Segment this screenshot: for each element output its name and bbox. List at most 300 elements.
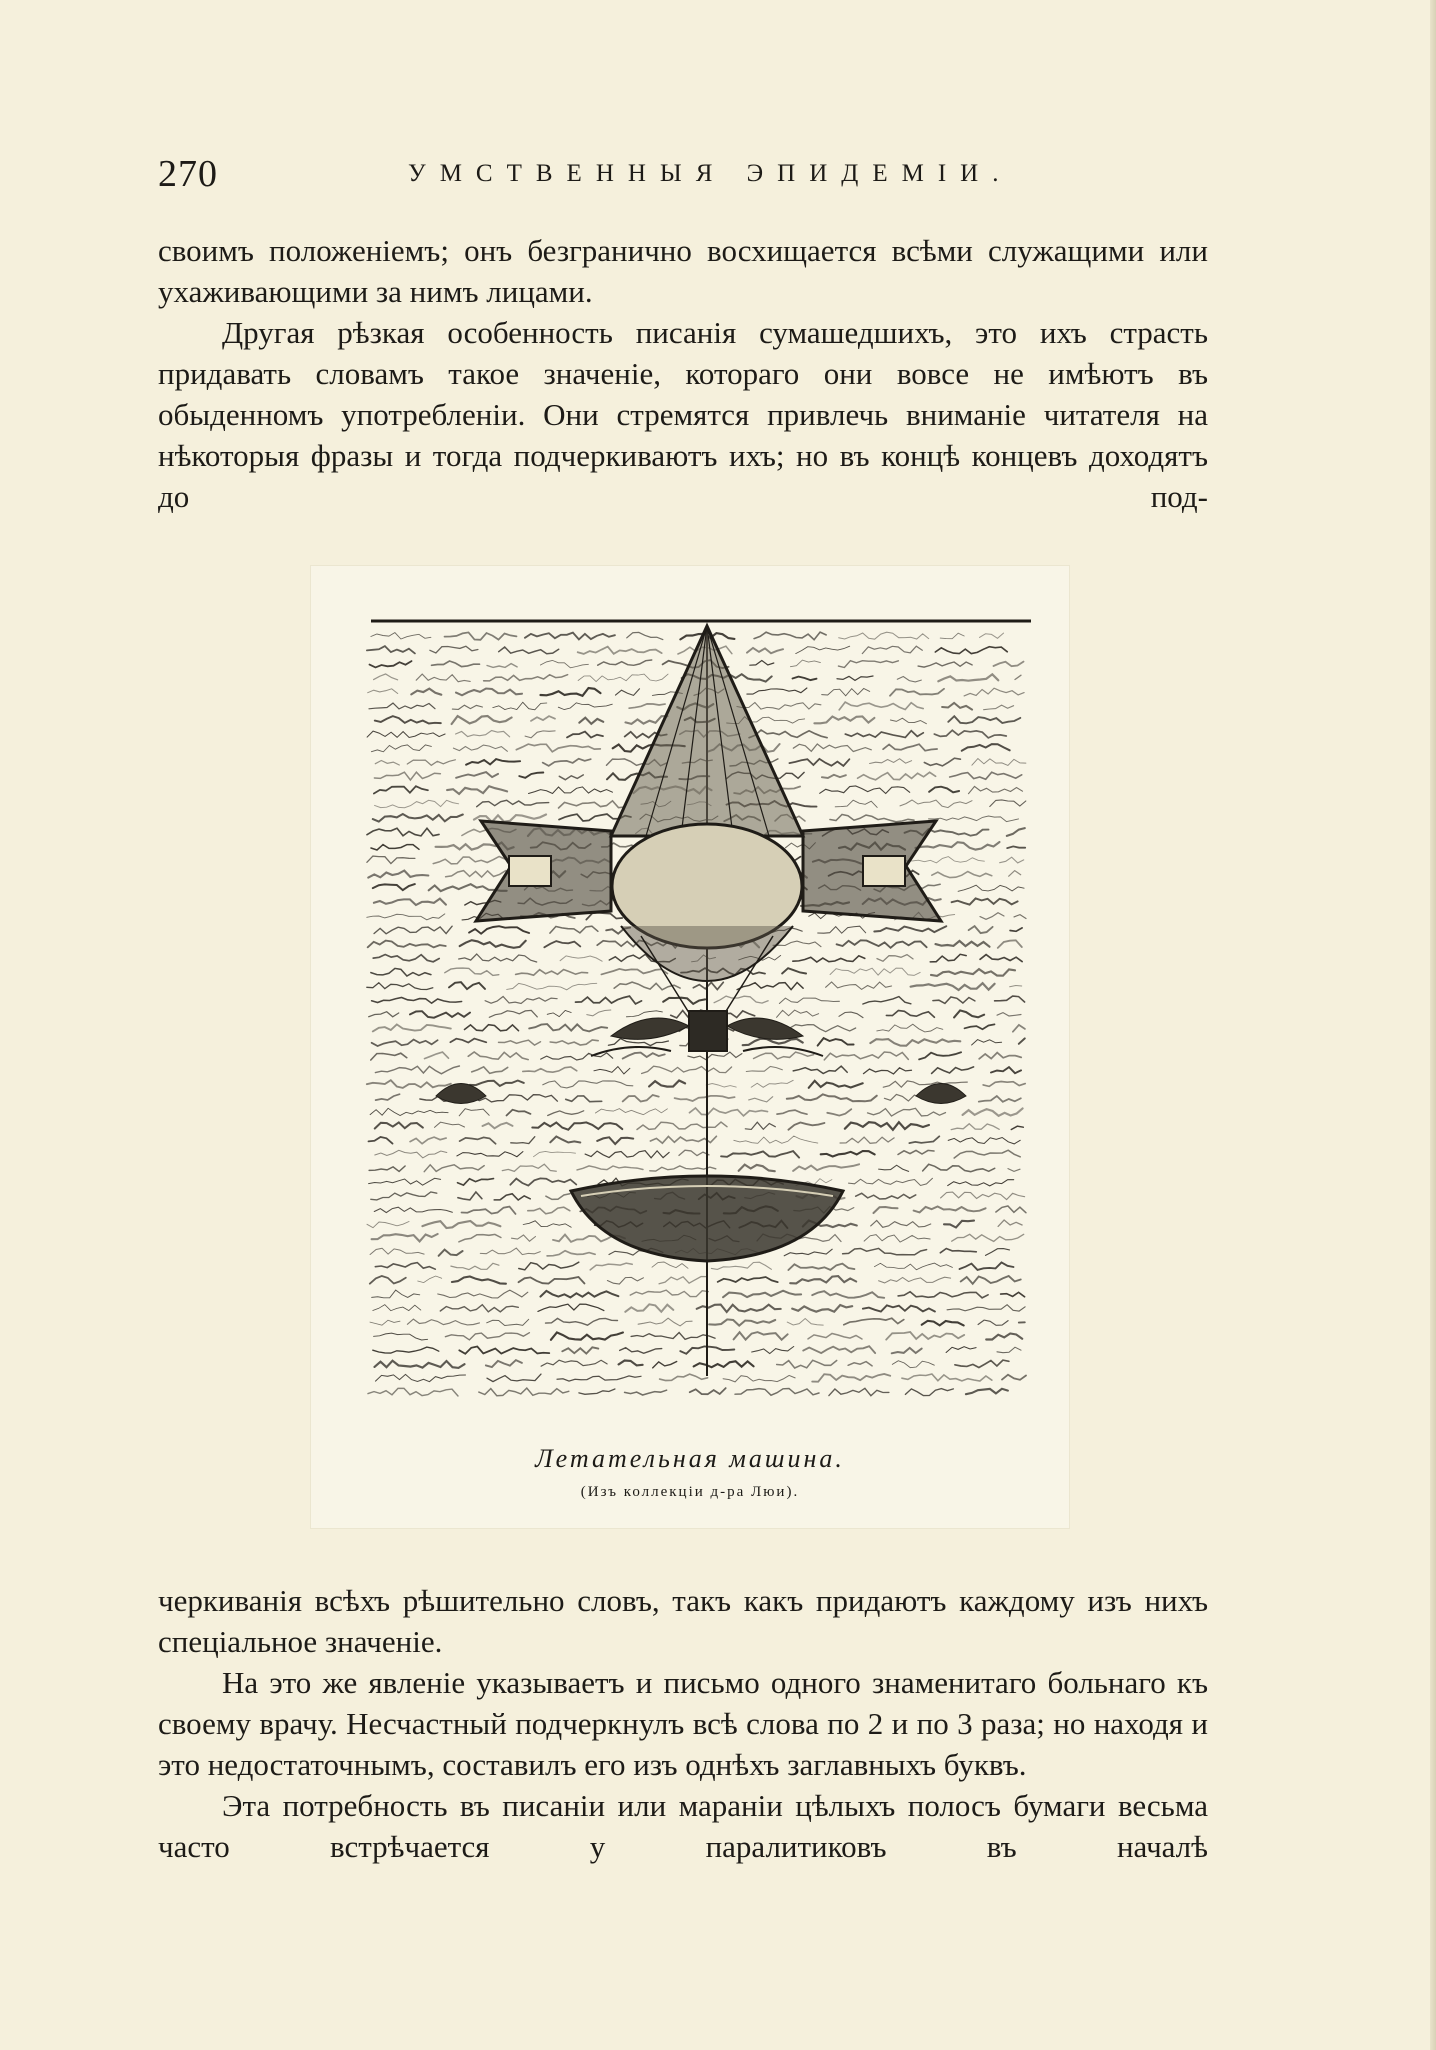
- handwriting-scribble: [737, 703, 821, 710]
- handwriting-scribble: [777, 1010, 819, 1017]
- handwriting-scribble: [822, 689, 870, 696]
- handwriting-scribble: [979, 1096, 1021, 1102]
- handwriting-scribble: [519, 1262, 579, 1270]
- figure-source: (Изъ коллекціи д-ра Люи).: [580, 1484, 800, 1500]
- handwriting-scribble: [625, 1304, 673, 1312]
- handwriting-scribble: [932, 1067, 974, 1074]
- handwriting-scribble: [483, 1123, 513, 1129]
- handwriting-scribble: [818, 926, 866, 933]
- handwriting-scribble: [890, 718, 926, 724]
- handwriting-scribble: [374, 926, 452, 934]
- handwriting-scribble: [962, 744, 1010, 751]
- handwriting-scribble: [820, 786, 910, 794]
- handwriting-scribble: [487, 1374, 541, 1382]
- handwriting-scribble: [829, 1388, 889, 1395]
- handwriting-scribble: [944, 1221, 974, 1228]
- handwriting-scribble: [803, 1346, 875, 1353]
- handwriting-scribble: [468, 1052, 528, 1060]
- handwriting-scribble: [914, 1207, 986, 1213]
- handwriting-scribble: [367, 828, 439, 836]
- handwriting-scribble: [694, 1361, 754, 1367]
- handwriting-scribble: [375, 800, 459, 807]
- handwriting-scribble: [566, 1096, 602, 1102]
- handwriting-scribble: [499, 647, 559, 654]
- handwriting-scribble: [557, 1376, 641, 1381]
- handwriting-scribble: [373, 955, 439, 962]
- handwriting-scribble: [507, 1110, 531, 1116]
- handwriting-scribble: [410, 1011, 470, 1018]
- handwriting-scribble: [1011, 1126, 1023, 1129]
- handwriting-scribble: [489, 1010, 537, 1017]
- handwriting-scribble: [790, 660, 820, 667]
- handwriting-scribble: [623, 1095, 659, 1102]
- handwriting-scribble: [550, 926, 598, 933]
- handwriting-scribble: [997, 1013, 1021, 1016]
- handwriting-scribble: [883, 744, 937, 751]
- handwriting-scribble: [447, 786, 507, 794]
- handwriting-scribble: [747, 648, 783, 653]
- handwriting-scribble: [1010, 986, 1022, 987]
- page-number: 270: [158, 153, 218, 195]
- handwriting-scribble: [369, 703, 435, 709]
- handwriting-scribble: [458, 1179, 494, 1186]
- handwriting-scribble: [980, 955, 1022, 962]
- handwriting-scribble: [660, 1374, 708, 1380]
- handwriting-scribble: [451, 1263, 499, 1269]
- handwriting-scribble: [826, 982, 892, 989]
- handwriting-scribble: [371, 745, 431, 752]
- handwriting-scribble: [597, 1137, 633, 1144]
- handwriting-scribble: [940, 1249, 976, 1253]
- handwriting-scribble: [540, 1291, 618, 1298]
- handwriting-scribble: [986, 1334, 1022, 1340]
- handwriting-scribble: [965, 1024, 995, 1029]
- handwriting-scribble: [487, 1319, 529, 1325]
- handwriting-scribble: [374, 772, 440, 780]
- handwriting-scribble: [844, 1318, 904, 1325]
- handwriting-scribble: [445, 1333, 529, 1340]
- handwriting-scribble: [1009, 871, 1021, 877]
- paragraph: На это же явленіе указываетъ и письмо одного знаменитаго больнаго къ своему врачу. Несчастный подчеркнулъ всѣ слова по 2 и по 3 раза; но находя и это недостаточнымъ, составилъ его изъ однѣхъ заглавныхъ буквъ.: [158, 1665, 1208, 1782]
- handwriting-scribble: [372, 1234, 438, 1241]
- handwriting-scribble: [516, 970, 588, 976]
- handwriting-scribble: [877, 1024, 943, 1032]
- handwriting-scribble: [485, 997, 557, 1004]
- handwriting-scribble: [558, 703, 612, 710]
- handwriting-scribble: [418, 1276, 442, 1283]
- handwriting-scribble: [546, 1318, 618, 1325]
- handwriting-scribble: [948, 1180, 1014, 1186]
- handwriting-scribble: [532, 1122, 622, 1129]
- handwriting-scribble: [422, 1221, 500, 1228]
- handwriting-scribble: [529, 1024, 607, 1031]
- handwriting-scribble: [371, 633, 431, 639]
- handwriting-scribble: [369, 1012, 399, 1017]
- handwriting-scribble: [587, 1010, 611, 1016]
- handwriting-scribble: [750, 661, 774, 666]
- handwriting-scribble: [373, 1024, 451, 1031]
- handwriting-scribble: [523, 1067, 577, 1072]
- handwriting-scribble: [788, 1123, 824, 1130]
- handwriting-scribble: [948, 716, 1020, 723]
- handwriting-scribble: [470, 1081, 524, 1086]
- handwriting-scribble: [590, 1263, 632, 1270]
- page-header: [158, 152, 1208, 202]
- handwriting-scribble: [787, 1319, 823, 1326]
- handwriting-scribble: [541, 1053, 613, 1060]
- handwriting-scribble: [456, 689, 522, 696]
- handwriting-scribble: [930, 954, 966, 962]
- handwriting-scribble: [923, 1164, 995, 1171]
- handwriting-scribble: [576, 996, 642, 1004]
- paragraph: своимъ положеніемъ; онъ безгранично восхищается всѣми служащими или ухаживающими за нимъ лицами.: [158, 233, 1208, 309]
- running-title: УМСТВЕННЫЯ ЭПИДЕМІИ.: [408, 160, 1013, 187]
- handwriting-scribble: [864, 1235, 930, 1242]
- handwriting-scribble: [858, 772, 936, 780]
- handwriting-scribble: [821, 1151, 875, 1157]
- handwriting-scribble: [1014, 915, 1026, 919]
- handwriting-scribble: [486, 1360, 522, 1367]
- handwriting-scribble: [368, 871, 428, 878]
- handwriting-scribble: [372, 1040, 438, 1047]
- handwriting-scribble: [367, 646, 415, 653]
- handwriting-scribble: [551, 1332, 623, 1339]
- handwriting-scribble: [796, 646, 850, 653]
- handwriting-scribble: [952, 898, 1018, 904]
- handwriting-scribble: [598, 660, 652, 665]
- handwriting-scribble: [812, 1291, 884, 1298]
- handwriting-scribble: [793, 744, 871, 752]
- handwriting-scribble: [979, 1053, 1021, 1059]
- handwriting-scribble: [830, 815, 914, 822]
- handwriting-scribble: [445, 968, 499, 975]
- handwriting-scribble: [642, 1066, 732, 1073]
- handwriting-scribble: [924, 758, 960, 766]
- handwriting-scribble: [868, 1108, 946, 1116]
- handwriting-scribble: [948, 1138, 1020, 1144]
- paragraph: Эта потребность въ писаніи или мараніи цѣлыхъ полосъ бумаги весьма часто встрѣчается у паралитиковъ въ началѣ: [158, 1788, 1208, 1864]
- handwriting-scribble: [435, 1122, 465, 1127]
- handwriting-scribble: [630, 1290, 708, 1297]
- handwriting-scribble: [372, 1290, 420, 1298]
- handwriting-scribble: [472, 1067, 508, 1074]
- handwriting-scribble: [371, 968, 431, 976]
- handwriting-scribble: [827, 1109, 851, 1115]
- handwriting-scribble: [752, 1347, 794, 1354]
- handwriting-scribble: [534, 1151, 576, 1156]
- handwriting-scribble: [793, 1164, 859, 1171]
- handwriting-scribble: [900, 800, 972, 808]
- handwriting-scribble: [721, 1151, 799, 1158]
- handwriting-scribble: [711, 1262, 771, 1269]
- handwriting-scribble: [550, 1040, 598, 1045]
- handwriting-scribble: [963, 1108, 1023, 1115]
- handwriting-scribble: [375, 716, 441, 723]
- handwriting-scribble: [706, 1084, 736, 1088]
- handwriting-scribble: [663, 998, 705, 1004]
- handwriting-scribble: [839, 1012, 863, 1018]
- figure-flying-machine: [310, 565, 1070, 1529]
- handwriting-scribble: [818, 1038, 854, 1046]
- handwriting-scribble: [1000, 857, 1024, 863]
- handwriting-scribble: [911, 983, 995, 990]
- handwriting-scribble: [874, 1263, 952, 1270]
- handwriting-scribble: [718, 1277, 778, 1282]
- handwriting-scribble: [792, 1305, 852, 1312]
- handwriting-scribble: [375, 1263, 435, 1270]
- handwriting-scribble: [918, 662, 972, 667]
- handwriting-scribble: [525, 731, 555, 738]
- handwriting-scribble: [933, 997, 975, 1003]
- handwriting-scribble: [578, 647, 662, 654]
- handwriting-scribble: [995, 996, 1025, 1002]
- paragraph: Другая рѣзкая особенность писанія сумашедшихъ, это ихъ страсть придавать словамъ такое значеніе, котораго они вовсе не имѣютъ въ обыденномъ употребленіи. Они стремятся привлечь вниманіе читателя на нѣкоторыя фразы и тогда подчеркиваютъ ихъ; но въ концѣ концевъ доходятъ до под-: [158, 315, 1208, 514]
- handwriting-scribble: [986, 1249, 1010, 1256]
- handwriting-scribble: [510, 1178, 576, 1185]
- handwriting-scribble: [737, 983, 803, 990]
- handwriting-scribble: [998, 940, 1022, 948]
- handwriting-scribble: [1010, 928, 1022, 931]
- handwriting-scribble: [1013, 1025, 1025, 1032]
- handwriting-scribble: [439, 1250, 463, 1256]
- handwriting-scribble: [375, 1066, 459, 1074]
- figure-caption: Летательная машина.: [535, 1444, 845, 1473]
- handwriting-scribble: [870, 759, 912, 764]
- handwriting-scribble: [631, 1333, 715, 1340]
- handwriting-scribble: [452, 1277, 506, 1284]
- handwriting-scribble: [432, 661, 480, 667]
- handwriting-scribble: [954, 1150, 1020, 1158]
- handwriting-scribble: [456, 772, 498, 778]
- handwriting-scribble: [754, 632, 826, 640]
- handwriting-scribble: [839, 702, 923, 710]
- handwriting-scribble: [958, 885, 1024, 891]
- handwriting-scribble: [898, 1292, 988, 1298]
- handwriting-scribble: [562, 1347, 598, 1353]
- handwriting-scribble: [788, 1264, 854, 1270]
- handwriting-scribble: [790, 1276, 856, 1283]
- handwriting-scribble: [479, 1388, 569, 1396]
- handwriting-scribble: [659, 1277, 707, 1284]
- handwriting-scribble: [512, 1235, 536, 1241]
- handwriting-scribble: [595, 1109, 667, 1115]
- handwriting-scribble: [784, 1249, 832, 1256]
- handwriting-scribble: [938, 674, 998, 681]
- handwriting-scribble: [1007, 846, 1025, 848]
- handwriting-scribble: [550, 1137, 580, 1143]
- handwriting-scribble: [782, 968, 806, 973]
- handwriting-scribble: [653, 1362, 677, 1368]
- handwriting-scribble: [980, 633, 1004, 638]
- handwriting-scribble: [835, 800, 877, 807]
- handwriting-scribble: [601, 969, 667, 975]
- handwriting-scribble: [370, 1108, 448, 1115]
- handwriting-scribble: [745, 1122, 775, 1129]
- handwriting-scribble: [879, 1277, 951, 1283]
- body-text-bottom: [158, 1580, 1208, 1867]
- handwriting-scribble: [416, 674, 470, 682]
- handwriting-scribble: [528, 1207, 570, 1214]
- handwriting-scribble: [862, 646, 922, 653]
- handwriting-scribble: [929, 787, 959, 793]
- handwriting-scribble: [516, 744, 600, 752]
- handwriting-scribble: [838, 661, 898, 668]
- handwriting-scribble: [523, 1221, 571, 1228]
- handwriting-scribble: [978, 1320, 1008, 1325]
- handwriting-scribble: [749, 730, 827, 738]
- handwriting-scribble: [879, 1165, 909, 1171]
- handwriting-scribble: [410, 1137, 446, 1144]
- handwriting-scribble: [723, 1291, 801, 1298]
- handwriting-scribble: [863, 1305, 935, 1311]
- handwriting-scribble: [585, 1151, 669, 1158]
- handwriting-scribble: [734, 1136, 818, 1143]
- handwriting-scribble: [546, 1194, 570, 1200]
- handwriting-scribble: [837, 940, 927, 948]
- handwriting-scribble: [616, 689, 640, 696]
- handwriting-scribble: [627, 632, 663, 639]
- handwriting-scribble: [547, 1251, 595, 1256]
- handwriting-scribble: [793, 1066, 847, 1073]
- page-edge: [1430, 0, 1436, 2050]
- handwriting-scribble: [793, 956, 865, 962]
- handwriting-scribble: [1008, 1169, 1020, 1172]
- handwriting-scribble: [543, 759, 591, 766]
- handwriting-scribble: [372, 998, 462, 1004]
- handwriting-scribble: [679, 1150, 709, 1155]
- handwriting-scribble: [969, 926, 993, 933]
- handwriting-scribble: [947, 1305, 1025, 1311]
- handwriting-scribble: [370, 1248, 424, 1254]
- handwriting-scribble: [697, 1305, 781, 1312]
- handwriting-scribble: [808, 1334, 862, 1340]
- handwriting-scribble: [440, 1305, 518, 1312]
- handwriting-scribble: [369, 1178, 441, 1185]
- handwriting-scribble: [511, 1137, 535, 1144]
- handwriting-scribble: [934, 730, 1006, 738]
- handwriting-scribble: [367, 1080, 451, 1088]
- handwriting-scribble: [376, 1094, 400, 1100]
- handwriting-scribble: [723, 1375, 795, 1382]
- handwriting-scribble: [438, 1290, 528, 1298]
- handwriting-scribble: [739, 1165, 775, 1172]
- handwriting-scribble: [990, 800, 1026, 807]
- handwriting-scribble: [714, 996, 768, 1003]
- handwriting-scribble: [824, 1052, 908, 1060]
- handwriting-scribble: [874, 1207, 898, 1213]
- handwriting-scribble: [929, 816, 1019, 822]
- handwriting-scribble: [843, 1248, 927, 1254]
- handwriting-scribble: [559, 775, 583, 780]
- handwriting-scribble: [777, 1110, 807, 1114]
- handwriting-scribble: [480, 1248, 540, 1255]
- handwriting-scribble: [779, 998, 839, 1003]
- handwriting-scribble: [822, 775, 846, 778]
- handwriting-scribble: [519, 773, 543, 778]
- handwriting-scribble: [892, 1348, 922, 1353]
- handwriting-scribble: [411, 689, 441, 695]
- handwriting-scribble: [675, 1096, 735, 1101]
- handwriting-scribble: [874, 926, 946, 932]
- handwriting-scribble: [1019, 1038, 1025, 1043]
- handwriting-scribble: [450, 1039, 486, 1043]
- handwriting-scribble: [935, 647, 1007, 654]
- handwriting-scribble: [460, 940, 526, 948]
- handwriting-scribble: [374, 674, 398, 680]
- handwriting-scribble: [997, 1347, 1021, 1353]
- handwriting-scribble: [430, 646, 478, 653]
- handwriting-scribble: [371, 1053, 407, 1060]
- handwriting-scribble: [849, 1178, 933, 1185]
- handwriting-scribble: [367, 1222, 409, 1228]
- handwriting-scribble: [619, 1361, 643, 1366]
- handwriting-scribble: [652, 1262, 688, 1268]
- handwriting-scribble: [1001, 1292, 1025, 1297]
- handwriting-scribble: [980, 913, 1004, 920]
- handwriting-scribble: [407, 1319, 479, 1325]
- handwriting-scribble: [922, 1321, 964, 1326]
- handwriting-scribble: [460, 1137, 496, 1143]
- handwriting-scribble: [371, 1192, 437, 1200]
- handwriting-scribble: [877, 955, 913, 962]
- handwriting-scribble: [407, 760, 455, 766]
- handwriting-scribble: [373, 814, 463, 822]
- handwriting-scribble: [936, 941, 990, 947]
- handwriting-scribble: [373, 1305, 421, 1311]
- handwriting-scribble: [507, 983, 597, 990]
- handwriting-scribble: [484, 675, 568, 681]
- handwriting-scribble: [466, 759, 520, 765]
- handwriting-scribble: [709, 1319, 775, 1325]
- handwriting-scribble: [690, 1388, 726, 1394]
- handwriting-scribble: [370, 1276, 406, 1284]
- handwriting-scribble: [735, 1389, 819, 1396]
- handwriting-scribble: [886, 1011, 934, 1018]
- handwriting-scribble: [367, 914, 445, 920]
- handwriting-scribble: [954, 1010, 984, 1017]
- paragraph: черкиванія всѣхъ рѣшительно словъ, такъ какъ придаютъ каждому изъ нихъ спеціальное значеніе.: [158, 1583, 1208, 1659]
- handwriting-scribble: [502, 1164, 556, 1171]
- handwriting-scribble: [890, 689, 944, 696]
- handwriting-scribble: [375, 1150, 447, 1158]
- handwriting-scribble: [994, 662, 1024, 667]
- handwriting-scribble: [371, 845, 419, 850]
- handwriting-scribble: [845, 1122, 929, 1130]
- handwriting-scribble: [940, 633, 964, 639]
- handwriting-scribble: [916, 842, 1000, 850]
- handwriting-scribble: [1002, 1375, 1026, 1380]
- handwriting-scribble: [560, 956, 602, 961]
- handwriting-scribble: [1007, 828, 1025, 836]
- handwriting-scribble: [839, 632, 929, 639]
- handwriting-scribble: [983, 1082, 1025, 1087]
- handwriting-scribble: [540, 660, 588, 667]
- handwriting-scribble: [541, 1360, 607, 1366]
- handwriting-scribble: [376, 1374, 466, 1381]
- handwriting-scribble: [462, 1207, 516, 1214]
- handwriting-scribble: [538, 1304, 604, 1311]
- handwriting-scribble: [955, 1360, 1009, 1367]
- handwriting-scribble: [777, 1360, 837, 1368]
- handwriting-scribble: [446, 871, 512, 878]
- handwriting-scribble: [525, 633, 615, 640]
- handwriting-scribble: [942, 703, 972, 710]
- handwriting-scribble: [578, 674, 668, 682]
- handwriting-scribble: [972, 759, 1026, 766]
- handwriting-scribble: [902, 1374, 992, 1381]
- handwriting-scribble: [594, 1067, 630, 1074]
- handwriting-scribble: [650, 1166, 716, 1171]
